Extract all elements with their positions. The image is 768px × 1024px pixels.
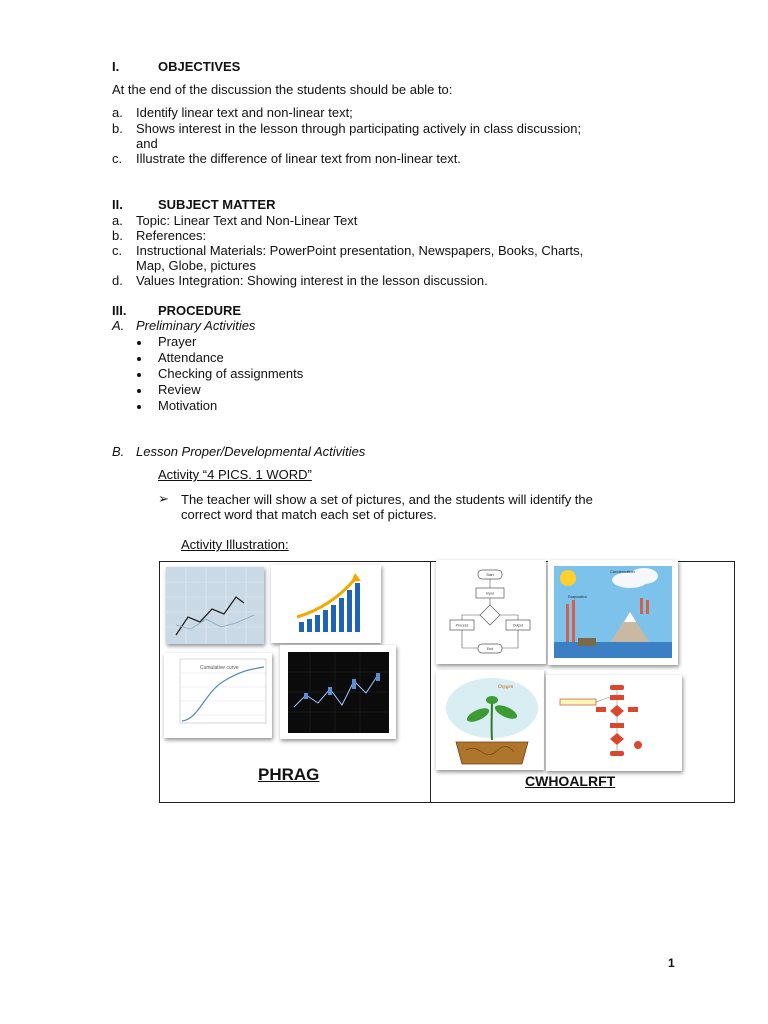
section-title-subject-matter: SUBJECT MATTER: [158, 197, 276, 212]
line-graph-picture: [166, 567, 264, 644]
objectives-intro: At the end of the discussion the students should be able to:: [112, 82, 453, 97]
cumulative-curve-picture: [164, 653, 272, 738]
list-marker: b.: [112, 121, 123, 136]
flowchart-output-text: Output: [512, 623, 524, 628]
flowchart-picture: [436, 560, 546, 664]
list-item: Topic: Linear Text and Non-Linear Text: [136, 213, 358, 228]
list-item: Motivation: [158, 398, 218, 413]
list-marker: d.: [112, 273, 123, 288]
bullet-icon: [137, 357, 141, 361]
water-cycle-title: Condensation: [610, 569, 635, 574]
list-item: Instructional Materials: PowerPoint presentation, Newspapers, Books, Charts,: [136, 243, 584, 258]
subsection-marker: A.: [112, 318, 125, 333]
plant-diagram-picture: [436, 670, 544, 770]
bar-graph-picture: [271, 565, 381, 643]
subsection-marker: B.: [112, 444, 125, 459]
bullet-icon: [137, 389, 141, 393]
list-item: Review: [158, 382, 201, 397]
list-marker: c.: [112, 151, 123, 166]
section-number: III.: [112, 303, 127, 318]
section-number: II.: [112, 197, 123, 212]
bullet-icon: [137, 405, 141, 409]
activity-description: The teacher will show a set of pictures, and the students will identify the: [181, 492, 593, 507]
illustration-label: Activity Illustration:: [181, 537, 289, 552]
activity-title: Activity “4 PICS. 1 WORD”: [158, 467, 312, 482]
scrambled-word-right: CWHOALRFT: [525, 773, 616, 789]
list-marker: a.: [112, 105, 123, 120]
list-item: Identify linear text and non-linear text;: [136, 105, 353, 120]
vertical-flowchart-picture: [546, 675, 682, 771]
subsection-title-lesson: Lesson Proper/Developmental Activities: [136, 444, 366, 459]
list-item-continuation: Map, Globe, pictures: [136, 258, 256, 273]
flowchart-input-text: Input: [486, 591, 494, 596]
activity-description-continuation: correct word that match each set of pictures.: [181, 507, 437, 522]
list-item: Attendance: [158, 350, 224, 365]
arrow-bullet-icon: ➢: [158, 491, 169, 506]
subsection-title-preliminary: Preliminary Activities: [136, 318, 256, 333]
list-marker: a.: [112, 213, 123, 228]
page-number: 1: [668, 956, 675, 970]
list-item: Illustrate the difference of linear text from non-linear text.: [136, 151, 461, 166]
list-item: Shows interest in the lesson through participating actively in class discussion;: [136, 121, 582, 136]
list-item: Values Integration: Showing interest in the lesson discussion.: [136, 273, 488, 288]
cumulative-title: Cumulative curve: [200, 665, 239, 671]
flowchart-process-text: Process: [455, 623, 469, 628]
water-cycle-label: Evaporation: [568, 595, 587, 599]
list-marker: b.: [112, 228, 123, 243]
table-divider: [430, 562, 431, 802]
list-item: References:: [136, 228, 207, 243]
bullet-icon: [137, 373, 141, 377]
list-item: Checking of assignments: [158, 366, 304, 381]
list-item-continuation: and: [136, 136, 158, 151]
plant-label: Oxygen: [498, 685, 514, 690]
flowchart-start-text: Start: [486, 573, 494, 577]
scrambled-word-left: PHRAG: [258, 765, 320, 784]
bullet-icon: [137, 341, 141, 345]
dark-graph-picture: [280, 645, 396, 739]
section-title-procedure: PROCEDURE: [158, 303, 242, 318]
water-cycle-picture: [548, 560, 678, 665]
section-number: I.: [112, 59, 120, 74]
flowchart-end-text: End: [486, 647, 494, 651]
section-title-objectives: OBJECTIVES: [158, 59, 241, 74]
list-item: Prayer: [158, 334, 197, 349]
list-marker: c.: [112, 243, 123, 258]
